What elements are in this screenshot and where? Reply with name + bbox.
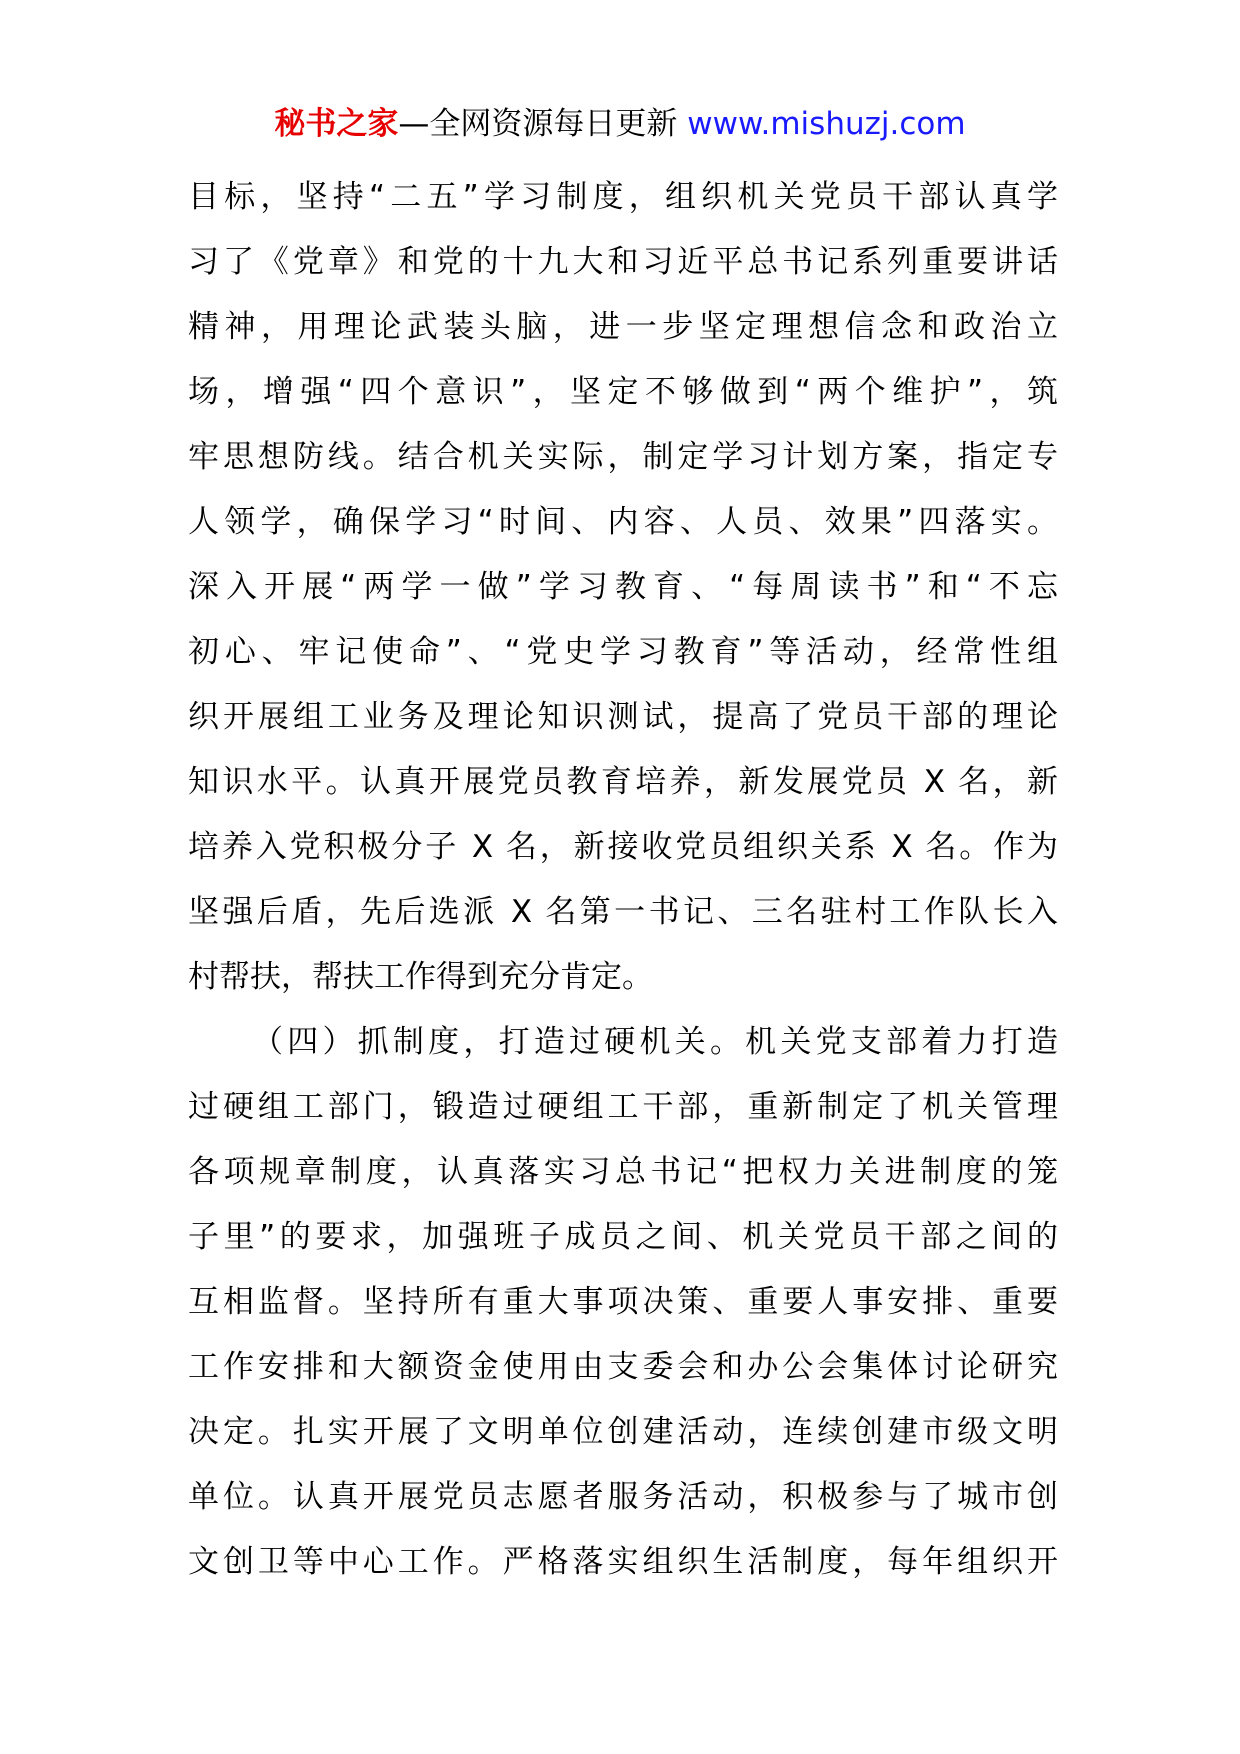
text-line: 文创卫等中心工作。严格落实组织生活制度，每年组织开 (188, 1544, 1058, 1580)
text-line: 深入开展“两学一做”学习教育、“每周读书”和“不忘 (188, 569, 1058, 605)
text-line: 织开展组工业务及理论知识测试，提高了党员干部的理论 (188, 699, 1058, 735)
paragraph-end-line: 村帮扶，帮扶工作得到充分肯定。 (188, 959, 653, 995)
text-line: 培养入党积极分子 X 名，新接收党员组织关系 X 名。作为 (188, 829, 1058, 865)
text-line: 知识水平。认真开展党员教育培养，新发展党员 X 名，新 (188, 764, 1058, 800)
site-tagline: —全网资源每日更新 (398, 106, 688, 142)
document-body (188, 165, 1058, 1595)
text-line: 工作安排和大额资金使用由支委会和办公会集体讨论研究 (188, 1349, 1058, 1385)
text-line: 过硬组工部门，锻造过硬组工干部，重新制定了机关管理 (188, 1089, 1058, 1125)
text-line: 坚强后盾，先后选派 X 名第一书记、三名驻村工作队长入 (188, 894, 1058, 930)
text-line: 初心、牢记使命”、“党史学习教育”等活动，经常性组 (188, 634, 1058, 670)
text-line: 精神，用理论武装头脑，进一步坚定理想信念和政治立 (188, 309, 1058, 345)
site-header (0, 104, 1240, 144)
text-line: 互相监督。坚持所有重大事项决策、重要人事安排、重要 (188, 1284, 1058, 1320)
site-url[interactable]: www.mishuzj.com (687, 106, 966, 142)
text-line: 决定。扎实开展了文明单位创建活动，连续创建市级文明 (188, 1414, 1058, 1450)
text-line: 目标，坚持“二五”学习制度，组织机关党员干部认真学 (188, 179, 1058, 215)
text-line: 人领学，确保学习“时间、内容、人员、效果”四落实。 (188, 504, 1058, 540)
text-line: 单位。认真开展党员志愿者服务活动，积极参与了城市创 (188, 1479, 1058, 1515)
text-line: 习了《党章》和党的十九大和习近平总书记系列重要讲话 (188, 244, 1058, 280)
brand-name: 秘书之家 (274, 106, 399, 142)
text-line: 各项规章制度，认真落实习总书记“把权力关进制度的笼 (188, 1154, 1058, 1190)
section-heading-line: （四）抓制度，打造过硬机关。机关党支部着力打造 (252, 1024, 1058, 1060)
text-line: 牢思想防线。结合机关实际，制定学习计划方案，指定专 (188, 439, 1058, 475)
text-line: 子里”的要求，加强班子成员之间、机关党员干部之间的 (188, 1219, 1058, 1255)
text-line: 场，增强“四个意识”，坚定不够做到“两个维护”，筑 (188, 374, 1058, 410)
